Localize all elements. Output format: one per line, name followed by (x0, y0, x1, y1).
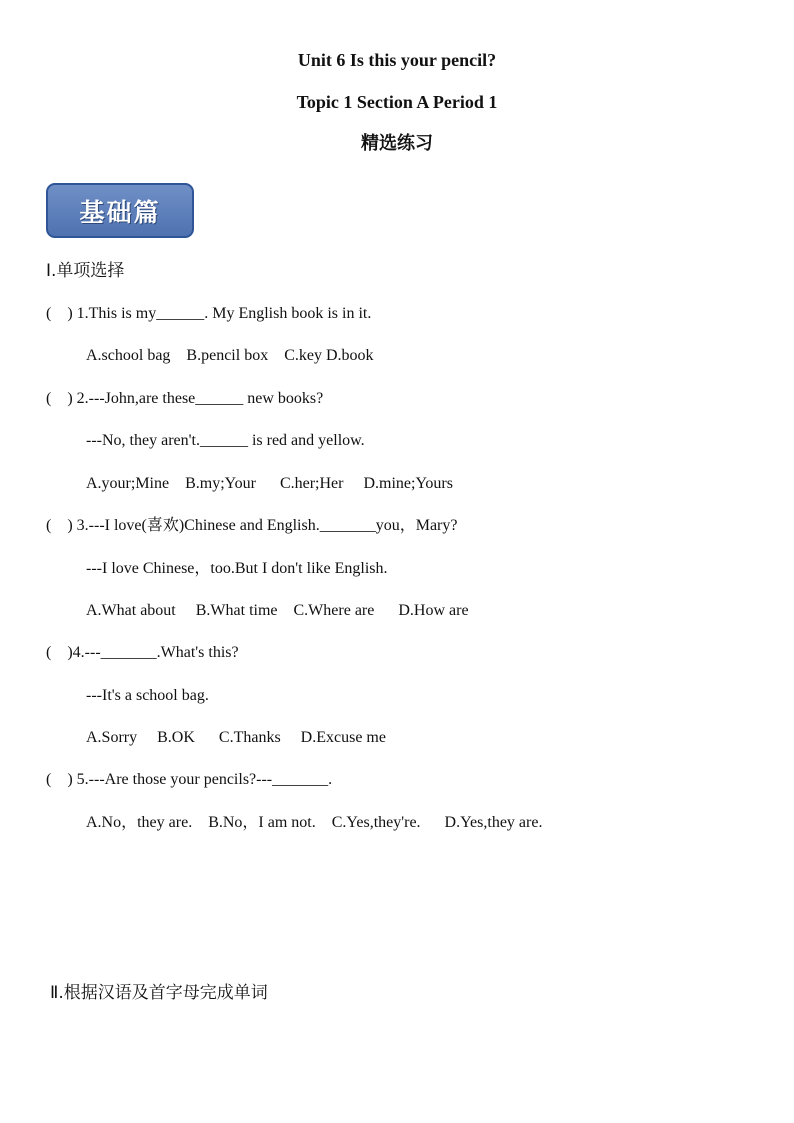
question-3-stem: ( ) 3.---I love(喜欢)Chinese and English._______you，Mary? (46, 517, 458, 534)
question-5-stem: ( ) 5.---Are those your pencils?---_______. (46, 771, 333, 788)
badge-label: 基础篇 (79, 197, 161, 227)
basic-level-badge (46, 183, 194, 238)
question-2-stem: ( ) 2.---John,are these______ new books? (46, 390, 324, 407)
section-1-heading: I.单项选择 (46, 261, 125, 281)
unit-title: Unit 6 Is this your pencil? (297, 50, 497, 70)
question-4-stem: ( )4.---_______.What's this? (46, 644, 239, 661)
question-5-options: A.No，they are. B.No，I am not. C.Yes,they're. D.Yes,they are. (86, 814, 543, 831)
question-2-options: A.your;Mine B.my;Your C.her;Her D.mine;Yours (86, 475, 453, 492)
section-2-heading: Ⅱ.根据汉语及首字母完成单词 (50, 983, 268, 1003)
question-1-options: A.school bag B.pencil box C.key D.book (86, 347, 374, 364)
question-1-stem: ( ) 1.This is my______. My English book is in it. (46, 305, 372, 322)
question-4-options: A.Sorry B.OK C.Thanks D.Excuse me (86, 729, 386, 746)
question-4-line2: ---It's a school bag. (86, 687, 209, 704)
question-3-options: A.What about B.What time C.Where are D.How are (86, 602, 469, 619)
question-3-line2: ---I love Chinese，too.But I don't like English. (86, 560, 388, 577)
subtitle: 精选练习 (361, 133, 433, 154)
question-2-line2: ---No, they aren't.______ is red and yellow. (86, 432, 365, 449)
topic-title: Topic 1 Section A Period 1 (296, 92, 498, 112)
